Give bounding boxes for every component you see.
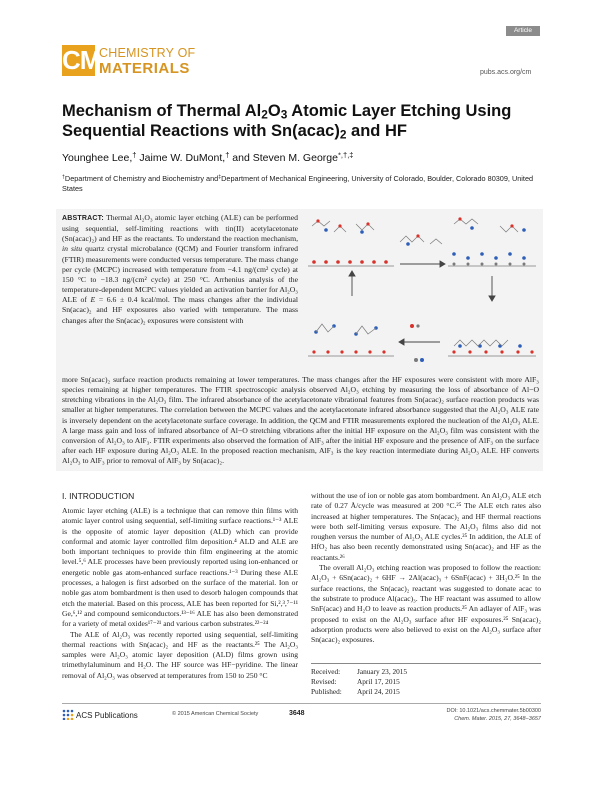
divider xyxy=(62,703,541,704)
acs-publications-logo[interactable]: ACS Publications xyxy=(62,709,138,720)
abstract-text-continued: more Sn(acac)₂ surface reaction products remaining at lower temperatures. The mass changes after the HF exposures were consistent with more AlF₃ species remaining at higher temperatures. The FTIR spectroscopic analysis observed Al₂O₃ etching by measuring the loss of absorbance of Al−O stretching vibrations in the Al₂O₃ film. The infrared absorbance of the acetylacetonate vibrational features from Sn(acac)₂ surface reaction products was smaller at higher temperatures. The correlation between the MCPC values and the acetylacetonate infrared absorbance suggested that the Al₂O₃ ALE rate is inversely dependent on the acetylacetonate surface coverage. In addition, the QCM and FTIR measurements explored the nucleation of the Al₂O₃ ALE. A large mass gain and loss of infrared absorbance of Al−O stretching vibrations after the initial HF exposure on the Al₂O₃ film was consistent with the conversion of Al₂O₃ to AlF₃. FTIR experiments also observed the formation of AlF₃ after the initial HF exposure and the presence of AlF₃ on the surface after each HF exposure during Al₂O₃ ALE. In the proposed reaction mechanism, AlF₃ is the key reaction intermediate during Al₂O₃ ALE. HF converts Al₂O₃ to AlF₃ prior to removal of AlF₃ by Sn(acac)₂. xyxy=(62,375,539,466)
journal-url-link[interactable]: pubs.acs.org/cm xyxy=(480,69,532,76)
section-heading: I. INTRODUCTION xyxy=(62,491,135,501)
abstract-label: ABSTRACT: xyxy=(62,215,104,222)
toc-graphic xyxy=(304,214,540,372)
copyright: © 2015 American Chemical Society xyxy=(172,711,259,717)
publication-dates xyxy=(311,667,407,697)
acs-logo-icon xyxy=(62,709,74,720)
paragraph: Atomic layer etching (ALE) is a technique that can remove thin films with atomic layer control using sequential, self-limiting surface reactions.¹⁻³ ALE is the opposite of atomic layer deposition (ALD) which can provide conformal and atomic layer controlled film deposition.⁴ ALD and ALE are both important techniques to provide thin film engineering at the atomic level.⁵,⁶ ALE processes have been previously reported using ion-enhanced or energetic noble gas atom-enhanced surface reactions.¹⁻³ During these ALE processes, a halogen is first adsorbed on the surface of the material. Ion or noble gas atom bombardment is then used to desorb halogen compounds that etch the material. Based on this process, ALE has been reported for Si,²,³,⁷⁻¹¹ Ge,⁶,¹² and compound semiconductors.¹³⁻¹⁶ ALE has also been demonstrated for a variety of metal oxides¹⁷⁻²¹ and various carbon substrates.²²⁻²⁴ xyxy=(62,506,298,629)
citation: Chem. Mater. 2015, 27, 3648−3657 xyxy=(454,715,541,722)
surface-layer xyxy=(308,324,536,356)
paper-title: Mechanism of Thermal $Al_2O_3$ Atomic Layer Etching Using Sequential Reactions with $Sn(acac)_2$ and HF xyxy=(62,102,512,142)
journal-name-line1: CHEMISTRY OF xyxy=(99,46,196,60)
published-date: Published: April 24, 2015 xyxy=(311,687,400,696)
sn-acac-molecule xyxy=(312,219,518,244)
author-name: and Steven M. George xyxy=(229,152,338,164)
page-number: 3648 xyxy=(289,710,305,717)
hf-molecule-icon xyxy=(410,324,424,362)
revised-date: Revised: April 17, 2015 xyxy=(311,677,400,686)
doi-link[interactable]: DOI: 10.1021/acs.chemmater.5b00300 xyxy=(446,708,541,714)
doi-citation[interactable] xyxy=(420,708,541,723)
article-badge: Article xyxy=(506,26,540,36)
paragraph: without the use of ion or noble gas atom bombardment. An Al₂O₃ ALE etch rate of 0.27 Å/cycle was measured at 200 °C.²⁵ The ALE etch rates also increased at higher temperatures. The Sn(acac)₂ and HF thermal reactions were both self-limiting versus exposure. The Al₂O₃ films also did not roughen versus the number of Al₂O₃ ALE cycles.²⁵ In addition, the ALE of HfO₂ has also been recently demonstrated using Sn(acac)₂ and HF as the reactants.²⁶ xyxy=(311,491,541,562)
paragraph: The ALE of Al₂O₃ was recently reported using sequential, self-limiting thermal reactions with Sn(acac)₂ and HF as the reactants.²⁵ The Al₂O₃ samples were Al₂O₃ atomic layer deposition (ALD) films grown using trimethylaluminum and H₂O. The HF source was HF−pyridine. The linear removal of Al₂O₃ was observed at temperatures from 150 to 250 °C xyxy=(62,629,298,680)
author-name: Jaime W. DuMont, xyxy=(136,152,226,164)
journal-logo: CM xyxy=(62,45,101,75)
author-list: Younghee Lee,† Jaime W. DuMont,† and Steven M. George*,†,‡ xyxy=(62,150,354,164)
paragraph: The overall Al₂O₃ etching reaction was proposed to follow the reaction: Al₂O₃ + 6Sn(acac)₂ + 6HF → 2Al(acac)₃ + 6SnF(acac) + 3H₂O.²⁵ In the surface reactions, the Sn(acac)₂ reactant was suggested to donate acac to the substrate to produce Al(acac)₃. The HF reactant was assumed to allow SnF(acac) and H₂O to leave as reaction products.²⁵ An adlayer of AlF₃ was proposed to exist on the Al₂O₃ surface after HF exposures.²⁵ Sn(acac)₂ adsorption products were also believed to exist on the Al₂O₃ surface after Sn(acac)₂ exposures. xyxy=(311,563,541,645)
body-column-right xyxy=(311,491,541,645)
arrow-icon xyxy=(349,261,495,345)
received-date: Received: January 23, 2015 xyxy=(311,667,408,676)
divider xyxy=(311,663,541,664)
affiliation: †Department of Chemistry and Biochemistry and‡Department of Mechanical Engineering, University of Colorado, Boulder, Colorado 80309, United States xyxy=(62,174,534,193)
journal-name-line2: MATERIALS xyxy=(99,60,190,77)
abstract-text: ABSTRACT: Thermal Al₂O₃ atomic layer etching (ALE) can be performed using sequential, self-limiting reactions with tin(II) acetylacetonate (Sn(acac)₂) and HF as the reactants. To understand the reaction mechanism, in situ quartz crystal microbalance (QCM) and Fourier transform infrared (FTIR) measurements were conducted versus temperature. The mass change per cycle (MCPC) increased with temperature from −4.1 ng/(cm² cycle) at 150 °C to −18.3 ng/(cm² cycle) at 250 °C. Arrhenius analysis of the temperature-dependent MCPC values yielded an activation barrier for Al₂O₃ ALE of E = 6.6 ± 0.4 kcal/mol. The mass changes after the individual Sn(acac)₂ and HF exposures also varied with temperature. The mass changes after the Sn(acac)₂ exposures were consistent with xyxy=(62,213,299,325)
body-column-left xyxy=(62,506,298,681)
author-name: Younghee Lee, xyxy=(62,152,133,164)
